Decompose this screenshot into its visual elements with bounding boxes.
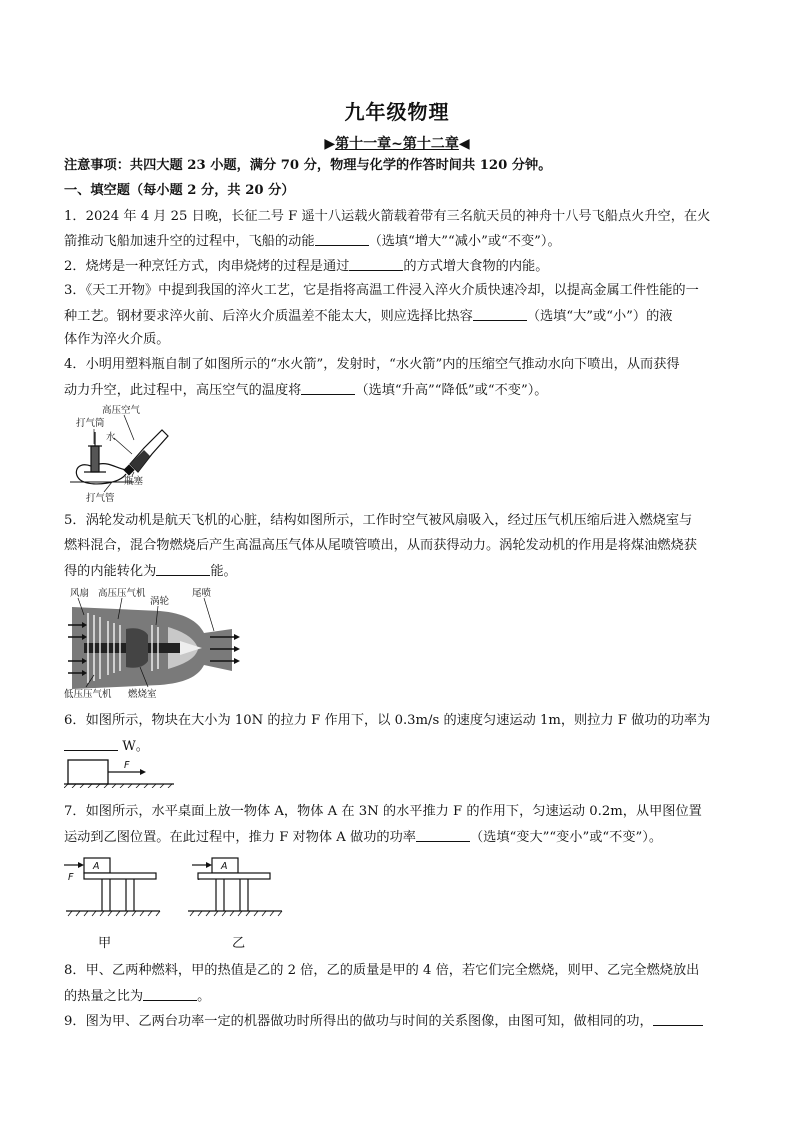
table-figure-jia bbox=[64, 855, 164, 921]
question-5-line-3: 得的内能转化为 能。 bbox=[64, 564, 237, 579]
question-5-line-1: 5．涡轮发动机是航天飞机的心脏，结构如图所示，工作时空气被风扇吸入，经过压气机压缩后进入燃烧室与 bbox=[64, 513, 693, 528]
engine-body-icon bbox=[68, 607, 240, 689]
rocket-bottle-icon bbox=[123, 430, 168, 476]
block-a-label: A bbox=[93, 861, 100, 872]
question-3-line-3: 体作为淬火介质。 bbox=[64, 332, 170, 347]
question-1-line-1: 1．2024 年 4 月 25 日晚，长征二号 F 遥十八运载火箭载着带有三名航天员的神舟十八号飞船点火升空，在火 bbox=[64, 209, 711, 224]
answer-blank[interactable] bbox=[315, 233, 369, 246]
right-marker: ◀ bbox=[458, 136, 470, 152]
turbine-engine-figure bbox=[64, 585, 244, 702]
chapter-range bbox=[0, 133, 794, 153]
table-figure-yi bbox=[186, 855, 286, 921]
question-3-line-2: 种工艺。钢材要求淬火前、后淬火介质温差不能太大，则应选择比热容 （选填“大”或“小”）的液 bbox=[64, 309, 673, 324]
block-pull-figure bbox=[64, 758, 176, 788]
answer-blank[interactable] bbox=[156, 563, 210, 576]
label-water: 水 bbox=[106, 432, 116, 443]
label-pump-tube: 打气管 bbox=[86, 493, 115, 504]
section-heading-fill-blank: 一、填空题（每小题 2 分，共 20 分） bbox=[64, 183, 295, 198]
answer-blank[interactable] bbox=[301, 382, 355, 395]
block bbox=[68, 760, 108, 784]
figure-caption-yi: 乙 bbox=[232, 936, 246, 951]
answer-blank[interactable] bbox=[143, 988, 197, 1001]
question-7-line-2: 运动到乙图位置。在此过程中，推力 F 对物体 A 做功的功率 （选填“变大”“变小”或“不变”）。 bbox=[64, 830, 663, 845]
label-nozzle: 尾喷 bbox=[192, 588, 212, 599]
block-a-label: A bbox=[221, 861, 228, 872]
question-3-line-1: 3．《天工开物》中提到我国的淬火工艺，它是指将高温工件浸入淬火介质快速冷却，以提高金属工件性能的一 bbox=[64, 283, 699, 298]
exam-notice: 注意事项：共四大题 23 小题，满分 70 分，物理与化学的作答时间共 120 分钟。 bbox=[64, 158, 552, 173]
label-combustor: 燃烧室 bbox=[128, 689, 157, 700]
question-4-line-2: 动力升空，此过程中，高压空气的温度将 （选填“升高”“降低”或“不变”）。 bbox=[64, 383, 548, 398]
force-label: F bbox=[124, 760, 130, 771]
question-6-line-2: W。 bbox=[64, 738, 734, 755]
answer-blank[interactable] bbox=[473, 308, 527, 321]
pump-icon bbox=[70, 432, 134, 484]
label-high-pressure-compressor: 高压压气机 bbox=[98, 588, 146, 599]
question-5-line-2: 燃料混合，混合物燃烧后产生高温高压气体从尾喷管喷出，从而获得动力。涡轮发动机的作用是将煤油燃烧获 bbox=[64, 538, 697, 553]
page-title: 九年级物理 bbox=[344, 100, 450, 124]
label-turbine: 涡轮 bbox=[150, 596, 170, 607]
answer-blank[interactable] bbox=[653, 1013, 703, 1026]
label-bottle-plug: 瓶塞 bbox=[124, 476, 144, 487]
label-low-pressure-compressor: 低压压气机 bbox=[64, 689, 112, 700]
water-rocket-figure bbox=[64, 402, 174, 504]
question-6-line-1: 6．如图所示，物块在大小为 10N 的拉力 F 作用下，以 0.3m/s 的速度匀速运动 1m，则拉力 F 做功的功率为 bbox=[64, 713, 711, 728]
question-8-line-2: 的热量之比为 。 bbox=[64, 989, 211, 1004]
answer-blank[interactable] bbox=[349, 258, 403, 271]
chapter-range-text: 第十一章~第十二章 bbox=[335, 136, 459, 152]
force-label: F bbox=[68, 872, 74, 883]
question-2: 2．烧烤是一种烹饪方式，肉串烧烤的过程是通过 的方式增大食物的内能。 bbox=[64, 259, 549, 274]
answer-blank[interactable] bbox=[416, 829, 470, 842]
label-high-pressure-air: 高压空气 bbox=[102, 405, 141, 416]
label-pump: 打气筒 bbox=[76, 418, 105, 429]
question-7-line-1: 7．如图所示，水平桌面上放一物体 A，物体 A 在 3N 的水平推力 F 的作用下，匀速运动 0.2m，从甲图位置 bbox=[64, 804, 702, 819]
question-9-line-1: 9．图为甲、乙两台功率一定的机器做功时所得出的做功与时间的关系图像，由图可知，做相同的功， bbox=[64, 1013, 734, 1030]
label-fan: 风扇 bbox=[70, 588, 90, 599]
question-4-line-1: 4．小明用塑料瓶自制了如图所示的“水火箭”，发射时，“水火箭”内的压缩空气推动水向下喷出，从而获得 bbox=[64, 357, 680, 372]
question-8-line-1: 8．甲、乙两种燃料，甲的热值是乙的 2 倍，乙的质量是甲的 4 倍，若它们完全燃烧，则甲、乙完全燃烧放出 bbox=[64, 963, 700, 978]
question-1-line-2: 箭推动飞船加速升空的过程中，飞船的动能 （选填“增大”“减小”或“不变”）。 bbox=[64, 234, 561, 249]
answer-blank[interactable] bbox=[64, 738, 118, 751]
left-marker: ▶ bbox=[324, 136, 336, 152]
figure-caption-jia: 甲 bbox=[98, 936, 112, 951]
